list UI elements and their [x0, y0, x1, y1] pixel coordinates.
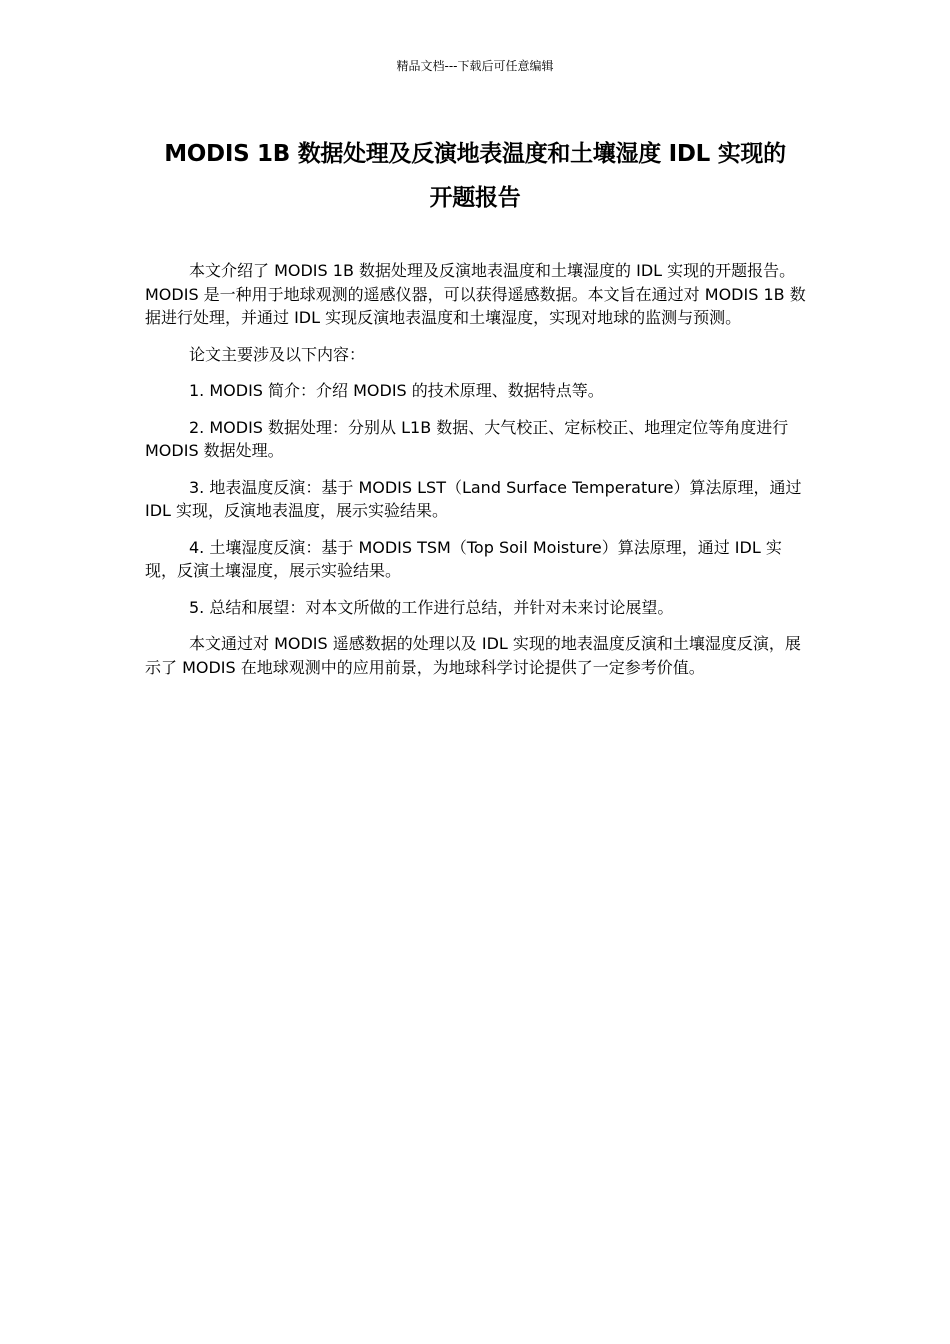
paragraph-item-4: 4. 土壤湿度反演：基于 MODIS TSM（Top Soil Moisture）算法原理，通过 IDL 实现，反演土壤湿度，展示实验结果。 [145, 537, 782, 580]
paragraph-intro: 本文介绍了 MODIS 1B 数据处理及反演地表温度和土壤湿度的 IDL 实现的开题报告。MODIS 是一种用于地球观测的遥感仪器，可以获得遥感数据。本文旨在通过对 MODIS 1B 数据进行处理，并通过 IDL 实现反演地表温度和土壤湿度，实现对地球的监测与预测。 [145, 261, 806, 327]
title-line-2: 开题报告 [429, 185, 521, 211]
paragraph-item-3: 3. 地表温度反演：基于 MODIS LST（Land Surface Temperature）算法原理，通过 IDL 实现，反演地表温度，展示实验结果。 [145, 477, 802, 520]
paragraph-item-2: 2. MODIS 数据处理：分别从 L1B 数据、大气校正、定标校正、地理定位等角度进行 MODIS 数据处理。 [145, 417, 789, 460]
paragraph-conclusion: 本文通过对 MODIS 遥感数据的处理以及 IDL 实现的地表温度反演和土壤湿度反演，展示了 MODIS 在地球观测中的应用前景，为地球科学讨论提供了一定参考价值。 [145, 634, 801, 677]
document-title [130, 132, 820, 220]
paragraph-item-5: 5. 总结和展望：对本文所做的工作进行总结，并针对未来讨论展望。 [189, 597, 674, 617]
header-note: 精品文档---下载后可任意编辑 [396, 59, 554, 73]
paragraph-contents-lead: 论文主要涉及以下内容： [189, 344, 366, 364]
paragraph-item-1: 1. MODIS 简介：介绍 MODIS 的技术原理、数据特点等。 [189, 381, 604, 400]
document-body [145, 259, 807, 692]
title-line-1: MODIS 1B 数据处理及反演地表温度和土壤湿度 IDL 实现的 [164, 141, 786, 167]
